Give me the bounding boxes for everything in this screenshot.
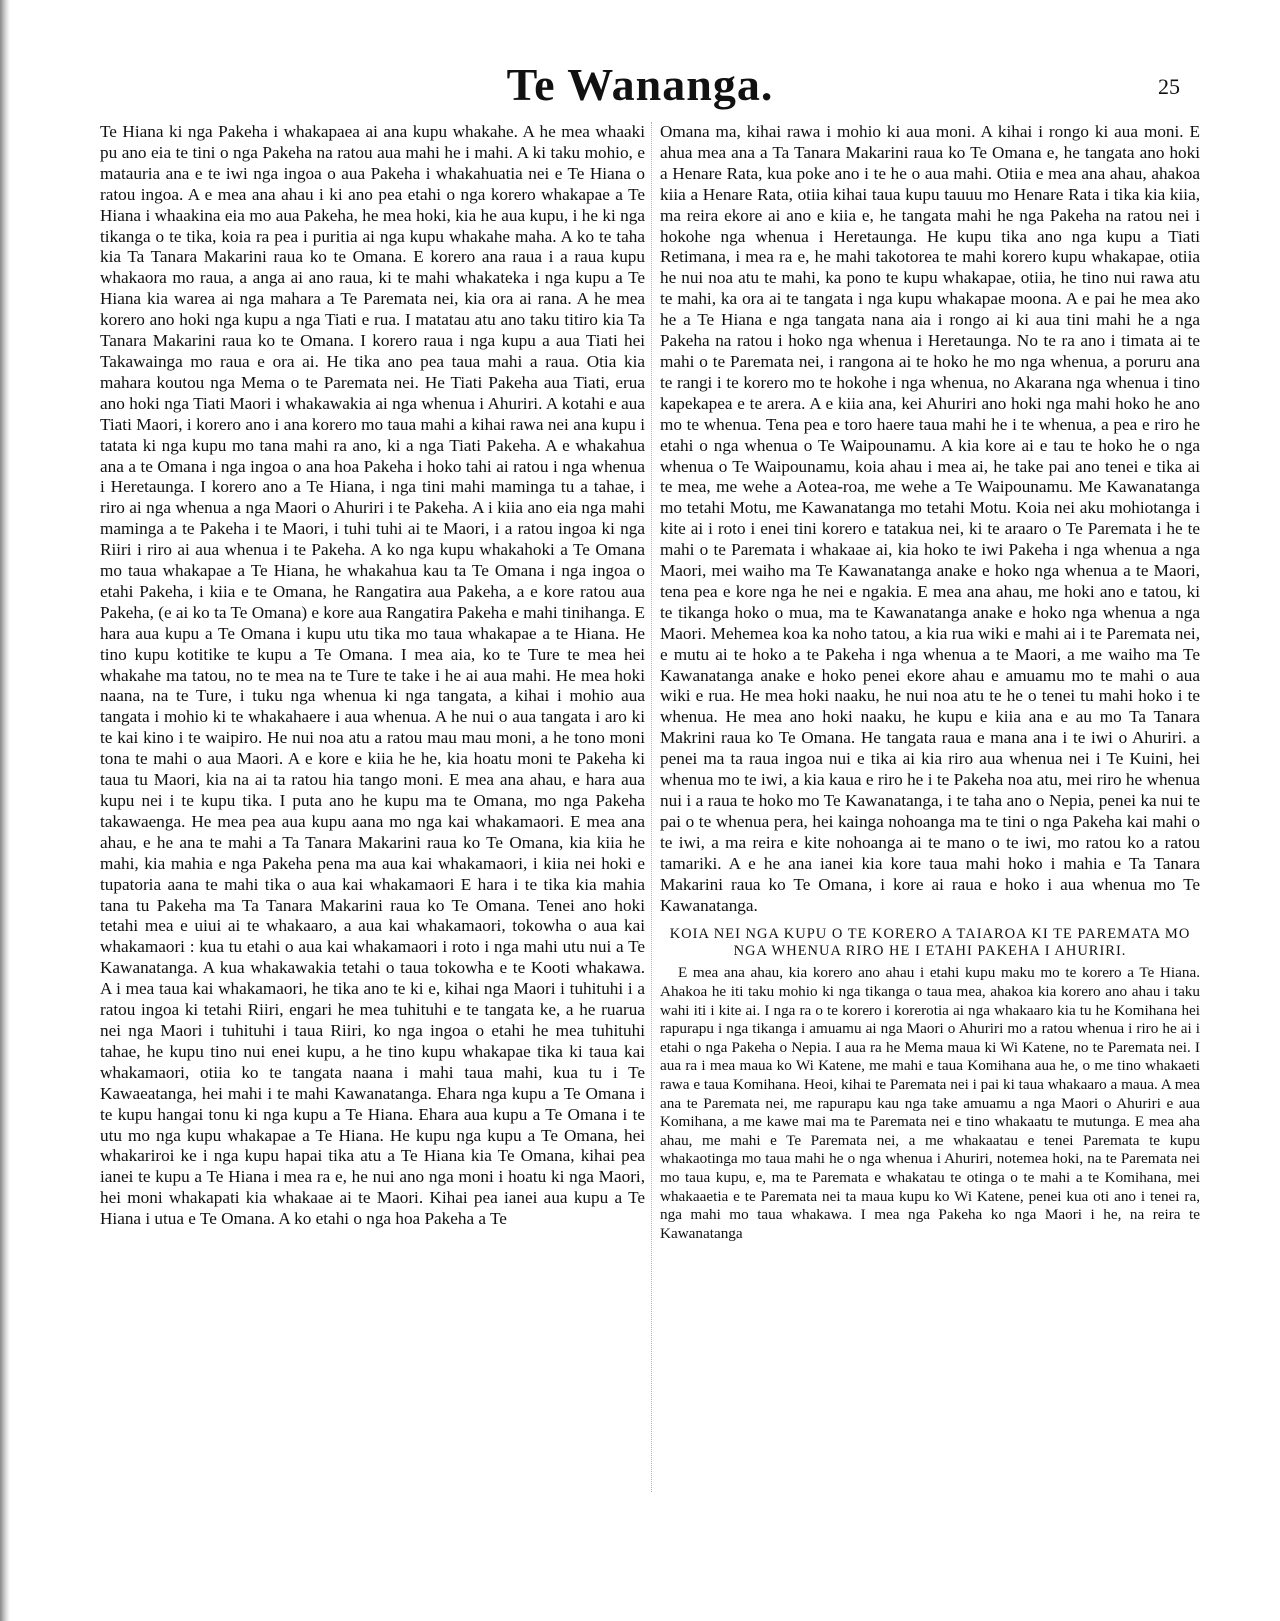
column-divider xyxy=(651,122,652,1492)
left-column-text: Te Hiana ki nga Pakeha i whakapaea ai ana kupu whakahe. A he mea whaaki pu ano eia te tini o nga Pakeha na ratou aua mahi he i mahi. A ki taku mohio, e matauria ana e te iwi nga ingoa o aua Pakeha i whakahuatia nei e Te Hiana o ratou ingoa. A e mea ana ahau i ki ano pea etahi o nga korero whakapae a Te Hiana i whaakina eia mo aua Pakeha, he mea hoki, kia he aua kupu, i he ki nga tikanga o te tika, koia ra pea i puritia ai nga kupu whakahe maha. A ko te taha kia Ta Tanara Makarini raua ko te Omana. E korero ana raua i a raua kupu whakaora mo raua, a anga ai ano raua, ki te mahi whakateka i nga kupu a Te Hiana kia warea ai nga mahara a Te Paremata nei, kia ora ai rana. A he mea korero ano hoki nga kupu a nga Tiati e rua. I matatau atu ano taku titiro kia Ta Tanara Makarini raua ko te Omana. I korero raua i nga kupu a aua Tiati hei Takawainga mo raua e ora ai. He tika ano pea taua mahi a raua. Otia kia mahara koutou nga Mema o te Paremata nei. He Tiati Pakeha aua Tiati, erua ano hoki nga Tiati Maori i whakawakia ai nga whenua i Ahuriri. A kotahi e aua Tiati Maori, i korero ano i ana korero mo taua mahi a kihai rawa nei ana kupu i tatata ki nga kupu mo tana mahi ra ano, ki a nga Tiati Pakeha. A e whakahua ana a te Omana i nga ingoa o ana hoa Pakeha i hoko tahi ai ratou i nga whenua i Heretaunga. I korero ano a Te Hiana, i nga tini mahi maminga tu a tahae, i riro ai nga whenua a nga Maori o Ahuriri i te Pakeha. A i kiia ano eia nga mahi maminga a te Pakeha i te Maori, i tuhi tuhi ai te Maori, i a ratou ingoa ki nga Riiri i riro ai aua whenua i te Pakeha. A ko nga kupu whakahoki a Te Omana mo taua whakapae a Te Hiana, he whakahua kau ta Te Omana i nga ingoa o etahi Pakeha, i kiia e te Omana, he Rangatira aua Pakeha, a e kore ratou aua Pakeha, (e ai ko ta Te Omana) e kore aua Rangatira Pakeha e mahi tinihanga. E hara aua kupu a Te Omana i kupu utu tika mo taua whakapae a te Hiana. He tino kupu kotitike te kupu a Te Omana. I mea aia, ko te Ture te mea hei whakahe ma tatou, no te mea na te Ture te take i he ai aua mahi. He mea hoki naana, na te Ture, i tuku nga whenua ki nga tangata, a kihai i mohio aua tangata i mohio ki te whakahaere i aua whenua. A he nui o aua tangata i aro ki te kai kino i te waipiro. He nui noa atu a ratou mau mau moni, a he tono moni tona te mahi o aua Maori. A e kore e kiia he he, kia hoatu moni te Pakeha ki taua tu Maori, kia na ai ta ratou hia tango moni. E mea ana ahau, e hara aua kupu nei i te kupu tika. I puta ano he kupu ma te Omana, mo nga Pakeha takawaenga. He mea pea aua kupu aana mo nga kai whakamaori. E mea ana ahau, e he ana te mahi a Ta Tanara Makarini raua ko Te Omana, kia kiia he mahi, kia mahia e nga Pakeha pena ma aua kai whakamaori, i kiia nei hoki e tupatoria aana te mahi tika o aua kai whakamaori E hara i te tika kia mahia tana tu Pakeha ma Ta Tanara Makarini raua ko Te Omana. Tenei ano hoki tetahi mea e uiui ai te whakaaro, a aua kai whakamaori, tokowha o aua kai whakamaori : kua tu etahi o aua kai whakamaori i roto i nga mahi utu nui a Te Kawanatanga. A kua whakawakia tetahi o taua tokowha e te Kooti whakawa. A i mea taua kai whakamaori, he tika ano te ki e, kihai nga Maori i tuhituhi i a ratou ingoa ki tetahi Riiri, engari he mea tuhituhi e te tangata ke, a he ruarua nei nga Maori i tuhituhi i taua Riiri, ko nga ingoa o etahi he mea tuhituhi tahae, he kupu tino nui enei kupu, a he tino kupu whakapae tika ki taua kai whakamaori, otiia ko te tangata naana i mahi taua mahi, kua tu i Te Kawaeatanga, hei mahi i te mahi Kawanatanga. Ehara nga kupu a Te Omana i te kupu hangai tonu ki nga kupu a Te Hiana. Ehara aua kupu a Te Omana i te utu mo nga kupu whakapae a Te Hiana. He kupu nga kupu a Te Omana, hei whakariroi ke i nga kupu hapai tika atu a Te Hiana kia Te Omana, kihai pea ianei te kupu a Te Hiana i mea ra e, he nui ano nga moni i hoatu ki nga Maori, hei moni whakapati kia whakaae ai te Maori. Kihai pea ianei aua kupu a Te Hiana i utua e Te Omana. A ko etahi o nga hoa Pakeha a Te xyxy=(100,122,645,1229)
page-title: Te Wananga. xyxy=(506,59,774,110)
left-column xyxy=(100,122,645,1230)
right-column xyxy=(660,122,1200,1243)
scan-edge-shadow xyxy=(0,0,10,1621)
section-text: E mea ana ahau, kia korero ano ahau i etahi kupu maku mo te korero a Te Hiana. Ahakoa he iti taku mohio ki nga tikanga o taua mea, ahakoa kia korero ano ahau i taku wahi iti i kite ai. I nga ra o te korero i korerotia ai nga whakaaro kia tu he Komihana hei rapurapu i nga tikanga i amuamu ai nga Maori o Ahuriri mo a ratou whenua i riro he ai i etahi o nga Pakeha o Nepia. I aua ra he Mema maua ki Wi Katene, no te Paremata nei. I aua ra i mea maua ko Wi Katene, me mahi e taua Komihana aua he, o me tino whakaeti rawa e taua Komihana. Heoi, kihai te Paremata nei i pai ki taua whakaaro a maua. A mea ana te Paremata nei, me rapurapu kau nga take amuamu a nga Maori o Ahuriri e aua Komihana, a me kawe mai ma te Paremata nei e tino whakaatu te mutunga. E mea aha ahau, me mahi e Te Paremata nei, a me whakaatau e tenei Paremata te kupu whakaotinga mo taua mahi he o nga whenua i Ahuriri, notemea hoki, na te Paremata nei mo taua kupu, e, ma te Paremata e whakatau te otinga o te mahi a te Komihana, mei whakaaetia e te Paremata nei ta maua kupu ko Wi Katene, penei kua oti ano i tenei ra, nga mahi mo taua whakawa. I mea nga Pakeha ko nga Maori i he, na reira te Kawanatanga xyxy=(660,964,1200,1242)
page-number: 25 xyxy=(1158,74,1180,99)
section-heading: KOIA NEI NGA KUPU O TE KORERO A TAIAROA KI TE PAREMATA MO NGA WHENUA RIRO HE I ETAHI PAKEHA I AHURIRI. xyxy=(669,926,1191,960)
right-column-text: Omana ma, kihai rawa i mohio ki aua moni. A kihai i rongo ki aua moni. E ahua mea ana a Ta Tanara Makarini raua ko Te Omana e, he tangata ano hoki a Henare Rata, kua poke ano i te he o aua mahi. Otiia e mea ana ahau, ahakoa kiia a Henare Rata, otiia kihai taua kupu tauuu mo Henare Rata i tika kia kiia, ma reira ekore ai ano e kiia e, he tangata mahi he nga Pakeha na ratou nei i hokohe nga whenua i Heretaunga. He kupu tika ano nga kupu a Tiati Retimana, i mea ra e, he mahi takotorea te mahi korero kupu whakapae, otiia he nui noa atu te mahi, ka pono te kupu whakapae, otiia, he tino nui rawa atu te mahi, ka ora ai te tangata i nga kupu whakapae moona. A e pai he mea ako he a Te Hiana e nga tangata nana aia i rongo ai ki aua tini mahi he a nga Pakeha na ratou i hoko nga whenua i Heretaunga. No te ra ano i timata ai te mahi o te Paremata nei, i rangona ai te hoko he mo nga whenua, a poruru ana te rangi i te korero mo te hokohe i nga whenua, no Akarana nga whenua i tino kapekapea e te arera. A e kiia ana, kei Ahuriri ano hoki nga mahi hoko he ano mo te whenua. Tena pea e toro haere taua mahi he i te whenua, a pea e riro he etahi o nga whenua o Te Waipounamu. A kia kore ai e tau te hoko he o nga whenua o Te Waipounamu, koia ahau i mea ai, he take pai ano tenei e tika ai te mea, me wehe a Aotea-roa, me wehe a Te Waipounamu. Me Kawanatanga mo tetahi Motu, me Kawanatanga mo tetahi Motu. Koia nei aku mohiotanga i kite ai i roto i enei tini korero e tatakua nei, ki te araaro o Te Paremata i he te mahi o te Paremata i whakaae ai, kia hoko te iwi Pakeha i nga whenua a nga Maori, mei waiho ma Te Kawanatanga anake e hoko nga whenua a te Maori, tena pea e kore nga he nei e ngakia. E mea ana ahau, me hoki ano e tatou, ki te tikanga hoko o mua, ma te Kawanatanga anake e hoko nga whenua a nga Maori. Mehemea koa ka noho tatou, a kia rua wiki e mahi ai i te Paremata nei, e mutu ai te hoko a te Pakeha i nga whenua a te Maori, a me waiho ma Te Kawanatanga anake e hoko penei ekore ahau e amuamu mo te mahi o aua wiki e rua. He mea hoki naaku, he nui noa atu te he o tenei tu mahi hoko i te whenua. He mea ano hoki naaku, he kupu e kiia ana e au mo Ta Tanara Makrini raua ko Te Omana. He tangata raua e mana ana i te iwi o Ahuriri. a penei ma ta raua ingoa nui e tika ai kia riro aua whenua nei i Te Kuini, hei whenua mo te iwi, a kia kaua e riro he i te Pakeha noa atu, mei riro he whenua nui i a raua te hoko mo Te Kawanatanga, i te taha ano o Nepia, penei ka nui te pai o te whenua pera, hei kainga nohoanga ma te tini o nga Pakeha kai mahi o te iwi, a ma reira e kite nohoanga ai te mano o te iwi, mo ratou ko a ratou tamariki. A e he ana ianei kia kore taua mahi hoko i mahia e Ta Tanara Makarini raua ko Te Omana, i kore ai raua e hoko i aua whenua mo Te Kawanatanga. xyxy=(660,122,1200,915)
